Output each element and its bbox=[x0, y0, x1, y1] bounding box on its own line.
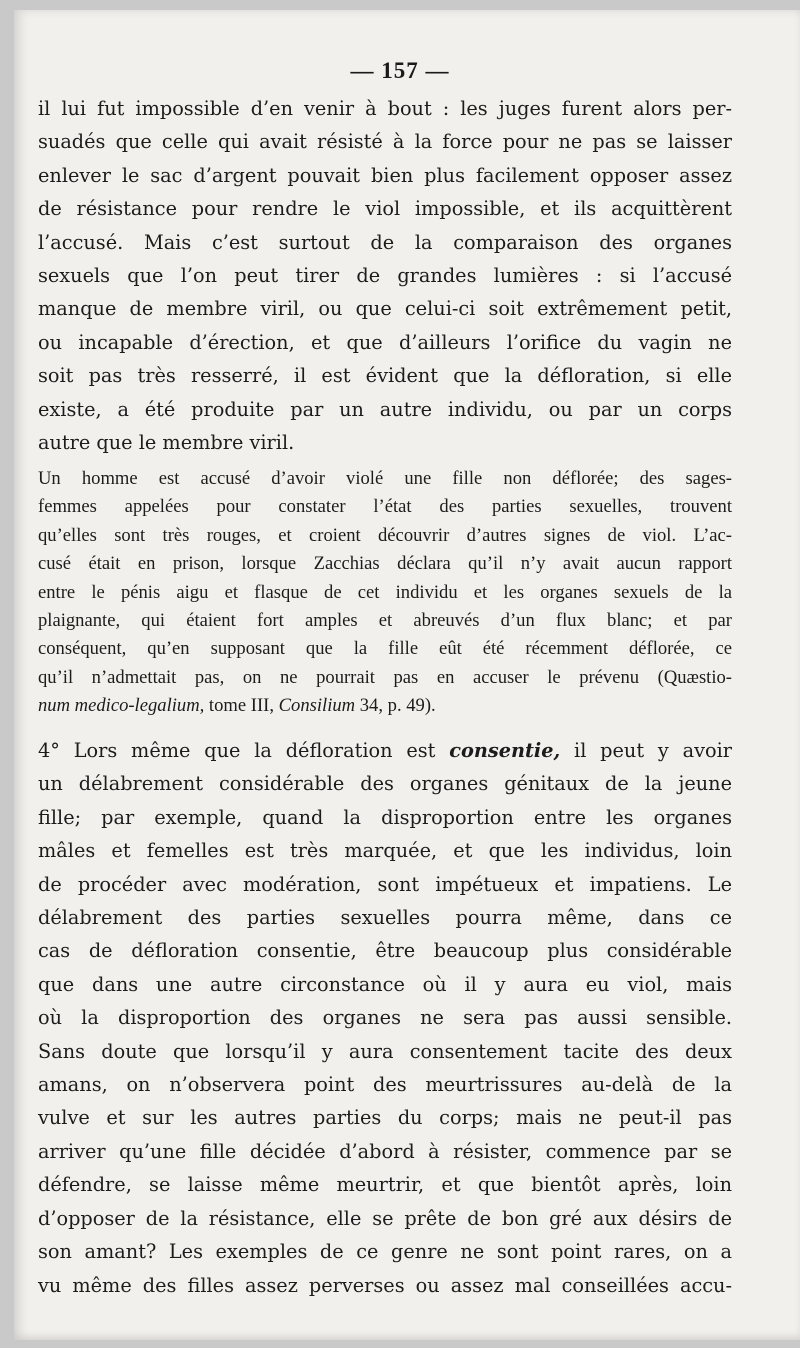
text-line: cusé était en prison, lorsque Zacchias déclara qu’il n’y avait aucun rapport bbox=[38, 553, 732, 575]
text-line-first bbox=[38, 734, 732, 767]
paragraph-case-note bbox=[38, 465, 732, 721]
text-line: vu même des filles assez perverses ou assez mal conseillées accu- bbox=[38, 1273, 732, 1297]
text-line: femmes appelées pour constater l’état des parties sexuelles, trouvent bbox=[38, 496, 732, 518]
text-line: entre le pénis aigu et flasque de cet individu et les organes sexuels de la bbox=[38, 581, 732, 603]
text-line: où la disproportion des organes ne sera pas aussi sensible. bbox=[38, 1006, 732, 1030]
citation-text: 34, p. 49). bbox=[355, 695, 436, 717]
text-line: fille; par exemple, quand la disproportion entre les organes bbox=[38, 805, 732, 829]
text-line: de procéder avec modération, sont impétueux et impatiens. Le bbox=[38, 872, 732, 896]
text-line: plaignante, qui étaient fort amples et abreuvés d’un flux blanc; et par bbox=[38, 610, 732, 632]
text-line: autre que le membre viril. bbox=[38, 431, 295, 455]
text-line: l’accusé. Mais c’est surtout de la comparaison des organes bbox=[38, 230, 732, 254]
text-line-citation bbox=[38, 692, 732, 720]
text-line: un délabrement considérable des organes génitaux de la jeune bbox=[38, 772, 732, 796]
text-line: soit pas très resserré, il est évident que la défloration, si elle bbox=[38, 364, 732, 388]
text-line: délabrement des parties sexuelles pourra même, dans ce bbox=[38, 906, 732, 930]
text-line: manque de membre viril, ou que celui-ci soit extrêmement petit, bbox=[38, 297, 732, 321]
citation-title: num medico-legalium, bbox=[38, 695, 205, 717]
page-number: — 157 — bbox=[350, 58, 450, 83]
text-line: qu’il n’admettait pas, on ne pourrait pas en accuser le prévenu (Quæstio- bbox=[38, 666, 732, 688]
text-line: mâles et femelles est très marquée, et que les individus, loin bbox=[38, 839, 732, 863]
text-line: ou incapable d’érection, et que d’ailleurs l’orifice du vagin ne bbox=[38, 330, 732, 354]
paragraph-main-2 bbox=[38, 734, 732, 1302]
text-line: enlever le sac d’argent pouvait bien plus facilement opposer assez bbox=[38, 163, 732, 187]
text-line: suadés que celle qui avait résisté à la force pour ne pas se laisser bbox=[38, 130, 732, 154]
text-line: défendre, se laisse même meurtrir, et que bientôt après, loin bbox=[38, 1173, 732, 1197]
text-line: Un homme est accusé d’avoir violé une fille non déflorée; des sages- bbox=[38, 468, 732, 489]
text-line: d’opposer de la résistance, elle se prête de bon gré aux désirs de bbox=[38, 1206, 732, 1230]
line-text: il peut y avoir bbox=[560, 739, 732, 762]
text-line: qu’elles sont très rouges, et croient découvrir d’autres signes de viol. L’ac- bbox=[38, 524, 732, 546]
text-line: vulve et sur les autres parties du corps; mais ne peut-il pas bbox=[38, 1106, 732, 1130]
text-line: sexuels que l’on peut tirer de grandes lumières : si l’accusé bbox=[38, 264, 732, 288]
text-line: cas de défloration consentie, être beaucoup plus considérable bbox=[38, 939, 732, 963]
citation-title: Consilium bbox=[278, 695, 356, 717]
text-line: son amant? Les exemples de ce genre ne sont point rares, on a bbox=[38, 1240, 732, 1264]
paragraph-main-1 bbox=[38, 92, 732, 459]
text-line: amans, on n’observera point des meurtrissures au-delà de la bbox=[38, 1073, 732, 1097]
text-line: il lui fut impossible d’en venir à bout : les juges furent alors per- bbox=[38, 97, 732, 120]
text-line: Sans doute que lorsqu’il y aura consentement tacite des deux bbox=[38, 1039, 732, 1063]
line-text: 4° Lors même que la défloration est bbox=[38, 739, 450, 762]
text-line: arriver qu’une fille décidée d’abord à résister, commence par se bbox=[38, 1139, 732, 1163]
text-line: conséquent, qu’en supposant que la fille eût été récemment déflorée, ce bbox=[38, 638, 732, 660]
text-line: que dans une autre circonstance où il y aura eu viol, mais bbox=[38, 972, 732, 996]
text-line: existe, a été produite par un autre individu, ou par un corps bbox=[38, 397, 732, 421]
emphasis-word: consentie, bbox=[449, 739, 561, 762]
text-line: de résistance pour rendre le viol impossible, et ils acquittèrent bbox=[38, 197, 732, 221]
citation-text: tome III, bbox=[204, 695, 279, 717]
